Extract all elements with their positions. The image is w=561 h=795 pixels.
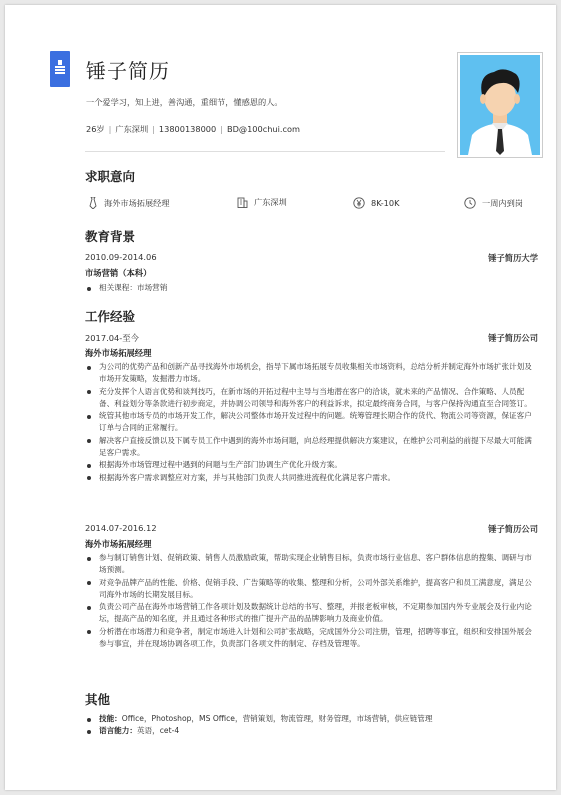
education-details xyxy=(85,282,537,294)
intent-position-label: 海外市场拓展经理 xyxy=(104,197,170,208)
intent-location-label: 广东深圳 xyxy=(254,197,287,207)
resume-name: 锤子简历 xyxy=(86,59,170,83)
list-item: 解决客户直接反馈以及下属专员工作中遇到的海外市场问题，向总经理提供解决方案建议，在维护公司利益的前提下尽最大可能满足客户需求。 xyxy=(85,435,537,460)
list-item: 相关课程：市场营销 xyxy=(85,282,537,294)
clock-icon xyxy=(464,197,476,209)
phone: 13800138000 xyxy=(158,124,217,134)
work-company: 锤子简历公司 xyxy=(488,524,538,534)
education-school: 锤子简历大学 xyxy=(488,253,538,263)
list-item: 根据海外客户需求调整应对方案，并与其他部门负责人共同推进流程优化满足客户需求。 xyxy=(85,472,537,484)
work-position: 海外市场拓展经理 xyxy=(85,348,152,358)
list-item: 分析潜在市场潜力和竞争者，制定市场进入计划和公司扩张战略，完成国外分公司注册，管理，招聘等事宜，组织和安排国外展会参与事宜，并在现场协调各项工作，负责部门各项文件的制定、存档及管理等。 xyxy=(85,626,537,651)
resume-page xyxy=(5,5,556,790)
yen-icon xyxy=(353,197,365,209)
list-item: 对竞争品牌产品的性能、价格、促销手段、广告策略等的收集、整理和分析，公司外部关系维护，提高客户和员工满意度，满足公司海外市场的长期发展目标。 xyxy=(85,577,537,602)
separator: | xyxy=(152,124,155,134)
work-date: 2017.04-至今 xyxy=(85,333,139,343)
profile-photo xyxy=(457,52,543,158)
separator: | xyxy=(220,124,223,134)
resume-logo-icon xyxy=(50,51,70,87)
work-date: 2014.07-2016.12 xyxy=(85,523,157,533)
work-position: 海外市场拓展经理 xyxy=(85,539,152,549)
work-duties-2 xyxy=(85,552,537,650)
intent-availability-label: 一周内到岗 xyxy=(482,197,523,208)
self-intro: 一个爱学习，知上进，善沟通，重细节，懂感恩的人。 xyxy=(86,97,283,107)
email: BD@100chui.com xyxy=(226,124,300,134)
section-title-education: 教育背景 xyxy=(85,229,136,244)
header-divider xyxy=(85,151,445,152)
section-title-other: 其他 xyxy=(85,692,111,707)
contact-info xyxy=(86,124,300,135)
building-icon xyxy=(237,197,248,208)
list-item: 参与制订销售计划、促销政策、销售人员激励政策，帮助实现企业销售目标，负责市场行业信息、客户群体信息的搜集、调研与市场预测。 xyxy=(85,552,537,577)
section-title-intent: 求职意向 xyxy=(85,169,136,184)
list-item: 充分发挥个人语言优势和谈判技巧，在新市场的开拓过程中主导与当地潜在客户的洽谈，就未来的产品情况、合作策略、人员配备、利益划分等条款进行初步商定，并协调公司领导和海外客户的利益诉求，拟定最终商务合同，与客户保持沟通直至合同签订。 xyxy=(85,386,537,411)
list-item: 语言能力：英语，cet-4 xyxy=(85,725,537,737)
intent-position xyxy=(88,197,170,209)
tie-icon xyxy=(88,197,98,209)
education-major: 市场营销（本科） xyxy=(85,268,152,278)
work-duties-1 xyxy=(85,361,537,484)
list-item: 技能：Office，Photoshop，MS Office，营销策划，物流管理，财务管理，市场营销，供应链管理 xyxy=(85,713,537,725)
list-item: 负责公司产品在海外市场营销工作各项计划及数据统计总结的书写、整理，并报老板审核，不定期参加国内外专业展会及行业内论坛，提高产品的知名度，并且通过各种形式的推广提升产品的品牌影响力及商业价值。 xyxy=(85,601,537,626)
list-item: 根据海外市场管理过程中遇到的问题与生产部门协调生产优化升级方案。 xyxy=(85,459,537,471)
intent-salary xyxy=(353,197,399,209)
list-item: 统管其他市场专员的市场开发工作，解决公司整体市场开发过程中的问题。统筹管理长期合作的货代、物流公司等资源，保证客户订单与合同的正常履行。 xyxy=(85,410,537,435)
age: 26岁 xyxy=(86,124,105,134)
location: 广东深圳 xyxy=(115,124,149,134)
other-list xyxy=(85,713,537,738)
intent-location xyxy=(237,197,287,208)
list-item: 为公司的优势产品和创新产品寻找海外市场机会，指导下属市场拓展专员收集相关市场资料，总结分析并制定海外市场扩张计划及市场开发策略，发掘潜力市场。 xyxy=(85,361,537,386)
intent-availability xyxy=(464,197,523,209)
education-date: 2010.09-2014.06 xyxy=(85,252,157,262)
separator: | xyxy=(108,124,112,134)
section-title-work: 工作经验 xyxy=(85,309,136,324)
intent-salary-label: 8K-10K xyxy=(371,198,400,208)
job-intent-row xyxy=(85,197,530,217)
work-company: 锤子简历公司 xyxy=(488,333,538,343)
